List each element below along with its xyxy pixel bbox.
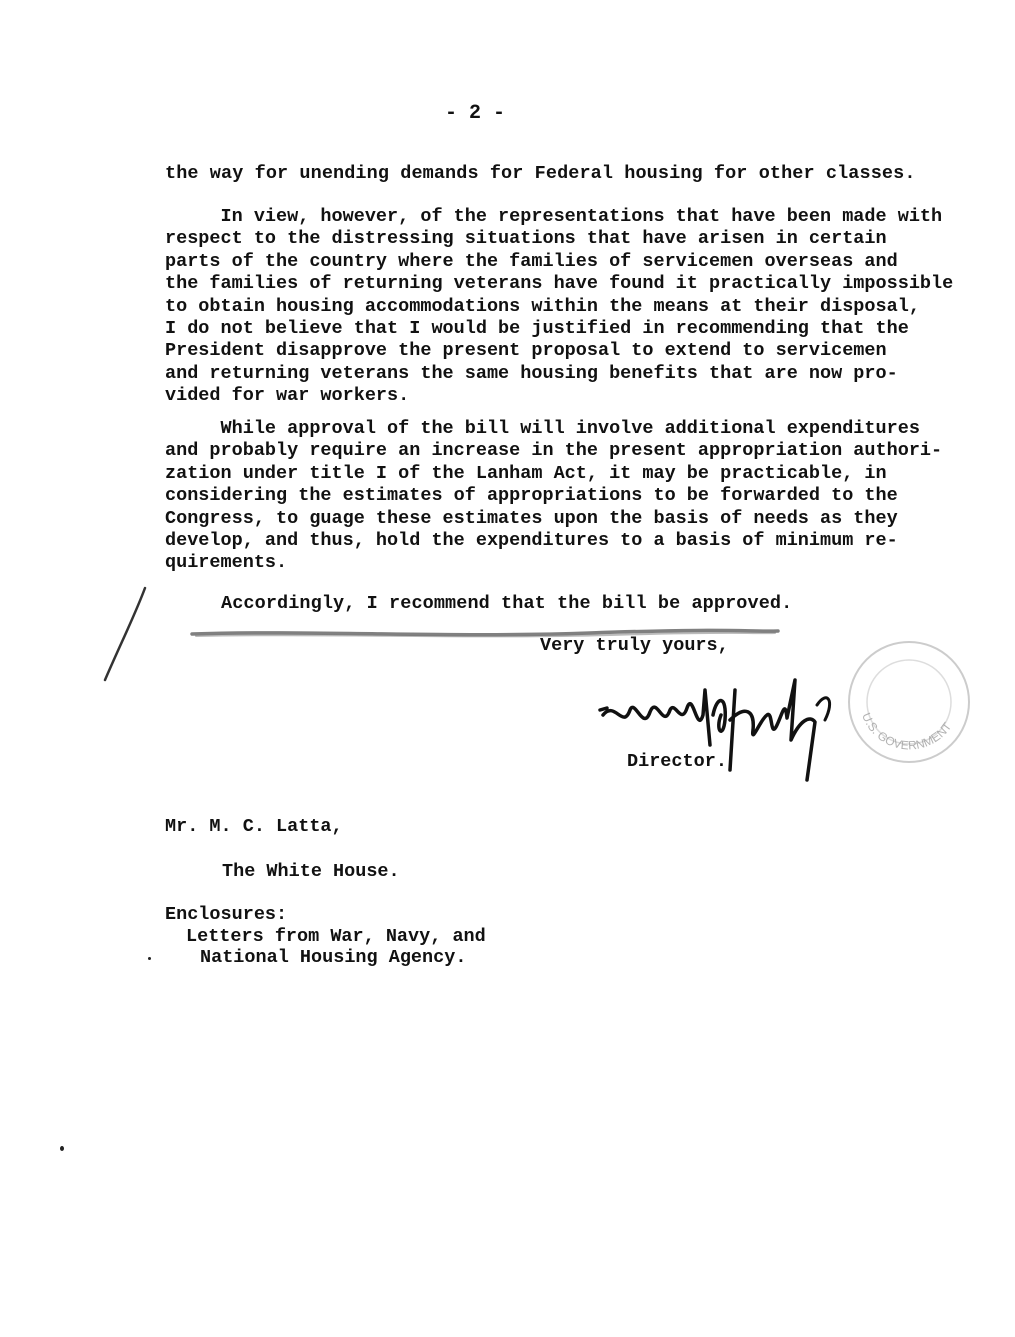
continuation-line: the way for unending demands for Federal housing for other classes. — [165, 163, 916, 184]
paragraph-line: parts of the country where the families of servicemen overseas and — [165, 250, 898, 272]
paragraph-line: In view, however, of the representations that have been made with — [165, 206, 943, 227]
closing-salutation: Very truly yours, — [540, 635, 729, 656]
addressee-name: Mr. M. C. Latta, — [165, 816, 343, 837]
paragraph-line: to obtain housing accommodations within the means at their disposal, — [165, 295, 920, 317]
page-number: - 2 - — [445, 102, 506, 125]
paragraph-line: President disapprove the present proposal to extend to servicemen — [165, 340, 887, 362]
enclosure-item: National Housing Agency. — [200, 947, 467, 968]
paragraph-line: respect to the distressing situations that have arisen in certain — [165, 228, 887, 250]
paragraph-line: the families of returning veterans have found it practically impossible — [165, 273, 954, 295]
enclosures-label: Enclosures: — [165, 904, 288, 925]
paragraph-line: quirements. — [165, 552, 288, 574]
margin-check-mark — [95, 585, 155, 685]
paragraph-line: and probably require an increase in the present appropriation authori- — [165, 440, 943, 462]
stray-mark — [148, 957, 151, 960]
addressee-location: The White House. — [222, 861, 400, 882]
svg-text:U.S. GOVERNMENT: U.S. GOVERNMENT — [859, 710, 955, 753]
paragraph-line: and returning veterans the same housing benefits that are now pro- — [165, 362, 898, 384]
paragraph-line: vided for war workers. — [165, 385, 410, 407]
paragraph-line: I do not believe that I would be justified in recommending that the — [165, 318, 909, 340]
paragraph-representations — [165, 206, 954, 408]
stray-mark — [60, 1146, 64, 1151]
recommendation-line: Accordingly, I recommend that the bill be approved. — [165, 593, 793, 614]
paragraph-line: zation under title I of the Lanham Act, it may be practicable, in — [165, 462, 887, 484]
paragraph-line: While approval of the bill will involve additional expenditures — [165, 418, 920, 439]
paragraph-line: Congress, to guage these estimates upon the basis of needs as they — [165, 507, 898, 529]
paragraph-line: considering the estimates of appropriations to be forwarded to the — [165, 485, 898, 507]
enclosure-item: Letters from War, Navy, and — [186, 926, 486, 947]
government-seal-stamp — [842, 635, 977, 770]
paragraph-expenditures — [165, 418, 943, 575]
paragraph-line: develop, and thus, hold the expenditures to a basis of minimum re- — [165, 530, 898, 552]
signature-title: Director. — [627, 751, 727, 772]
